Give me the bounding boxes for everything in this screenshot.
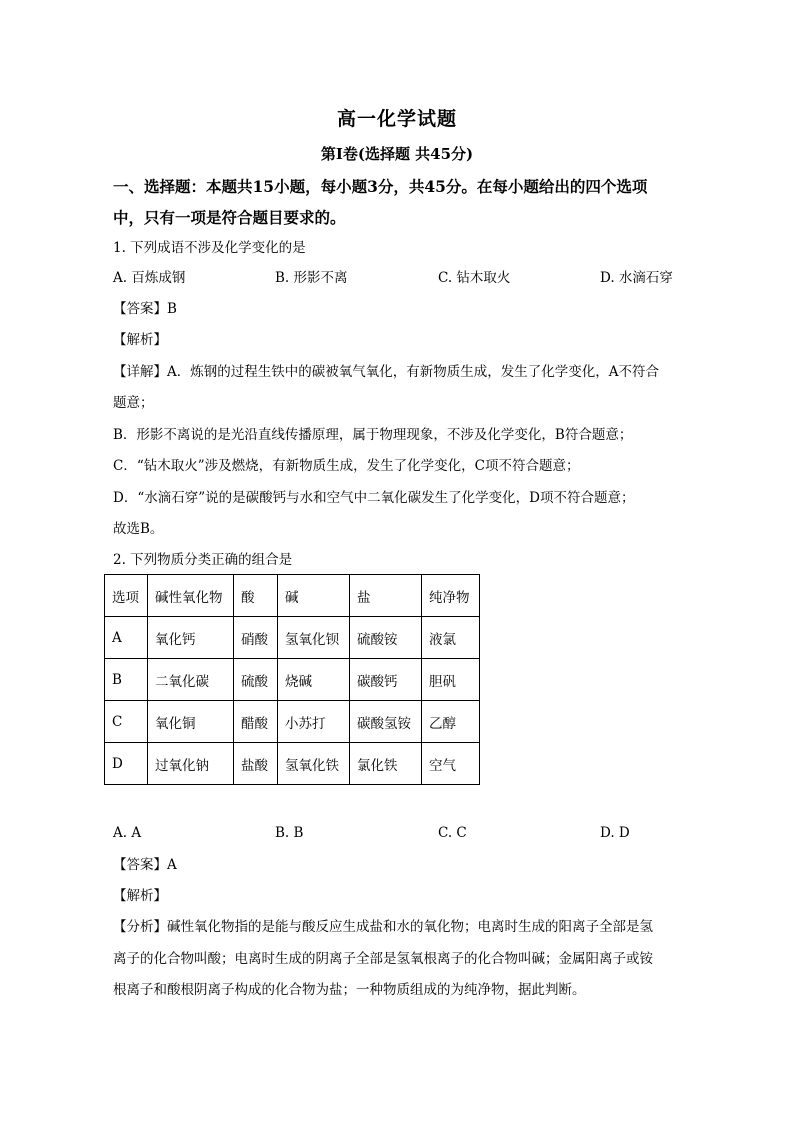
table-cell: 硝酸 [234,617,278,659]
question-1-stem: 1. 下列成语不涉及化学变化的是 [113,240,306,256]
table-cell: 烧碱 [278,659,350,701]
question-2-stem: 2. 下列物质分类正确的组合是 [113,552,293,568]
question-2-option-b: B. B [275,825,304,841]
table-header-row [105,575,480,617]
table-header-cell: 纯净物 [422,575,480,617]
question-2-option-d: D. D [600,825,630,841]
question-1-answer: 【答案】B [113,301,177,317]
table-cell: B [105,659,148,701]
question-1-option-d: D. 水滴石穿 [600,270,673,286]
table-header-cell: 选项 [105,575,148,617]
table-cell: A [105,617,148,659]
question-2-analysis-label: 【解析】 [113,888,167,904]
question-1-option-c: C. 钻木取火 [438,270,511,286]
question-1-conclusion: 故选B。 [113,521,164,537]
table-cell: 盐酸 [234,743,278,785]
table-cell: 碳酸氢铵 [350,701,422,743]
question-1-detail-c: C．“钻木取火”涉及燃烧，有新物质生成，发生了化学变化，C项不符合题意； [113,458,580,474]
table-cell: D [105,743,148,785]
table-row [105,701,480,743]
table-cell: 醋酸 [234,701,278,743]
table-cell: 二氧化碳 [148,659,234,701]
question-2-analysis-line2: 离子的化合物叫酸；电离时生成的阴离子全部是氢氧根离子的化合物叫碱；金属阳离子或铵 [113,951,653,967]
table-cell: 过氧化钠 [148,743,234,785]
question-2-analysis-line3: 根离子和酸根阴离子构成的化合物为盐；一种物质组成的为纯净物，据此判断。 [113,982,586,998]
question-2-option-c: C. C [438,825,467,841]
table-row [105,617,480,659]
question-2-option-a: A. A [113,825,142,841]
question-1-detail-d: D．“水滴石穿”说的是碳酸钙与水和空气中二氧化碳发生了化学变化，D项不符合题意； [113,490,635,506]
table-header-cell: 碱 [278,575,350,617]
question-2-answer: 【答案】A [113,857,177,873]
table-cell: 硫酸铵 [350,617,422,659]
question-1-detail-a-line2: 题意； [113,395,154,411]
table-cell: 乙醇 [422,701,480,743]
question-1-analysis-label: 【解析】 [113,332,167,348]
question-1-option-b: B. 形影不离 [275,270,348,286]
page-subtitle: 第Ⅰ卷(选择题 共45分) [320,145,474,163]
table-cell: 硫酸 [234,659,278,701]
question-1-option-a: A. 百炼成钢 [113,270,186,286]
table-row [105,659,480,701]
table-cell: C [105,701,148,743]
table-header-cell: 碱性氧化物 [148,575,234,617]
classification-table [104,574,480,785]
table-row [105,743,480,785]
table-header-cell: 酸 [234,575,278,617]
question-2-analysis-line1: 【分析】碱性氧化物指的是能与酸反应生成盐和水的氧化物；电离时生成的阳离子全部是氢 [113,919,653,935]
section-heading-line2: 中，只有一项是符合题目要求的。 [113,208,346,227]
question-1-detail-a-line1: 【详解】A．炼钢的过程生铁中的碳被氧气氧化，有新物质生成，发生了化学变化，A不符合 [113,364,659,380]
table-cell: 氢氧化铁 [278,743,350,785]
table-cell: 空气 [422,743,480,785]
page-title: 高一化学试题 [336,108,457,130]
section-heading-line1: 一、选择题：本题共15小题，每小题3分，共45分。在每小题给出的四个选项 [113,177,648,196]
table-cell: 氯化铁 [350,743,422,785]
table-header-cell: 盐 [350,575,422,617]
table-cell: 氢氧化钡 [278,617,350,659]
table-cell: 氧化钙 [148,617,234,659]
table-cell: 胆矾 [422,659,480,701]
table-cell: 氧化铜 [148,701,234,743]
table-cell: 碳酸钙 [350,659,422,701]
table-cell: 液氯 [422,617,480,659]
table-cell: 小苏打 [278,701,350,743]
question-1-detail-b: B．形影不离说的是光沿直线传播原理，属于物理现象，不涉及化学变化，B符合题意； [113,427,633,443]
